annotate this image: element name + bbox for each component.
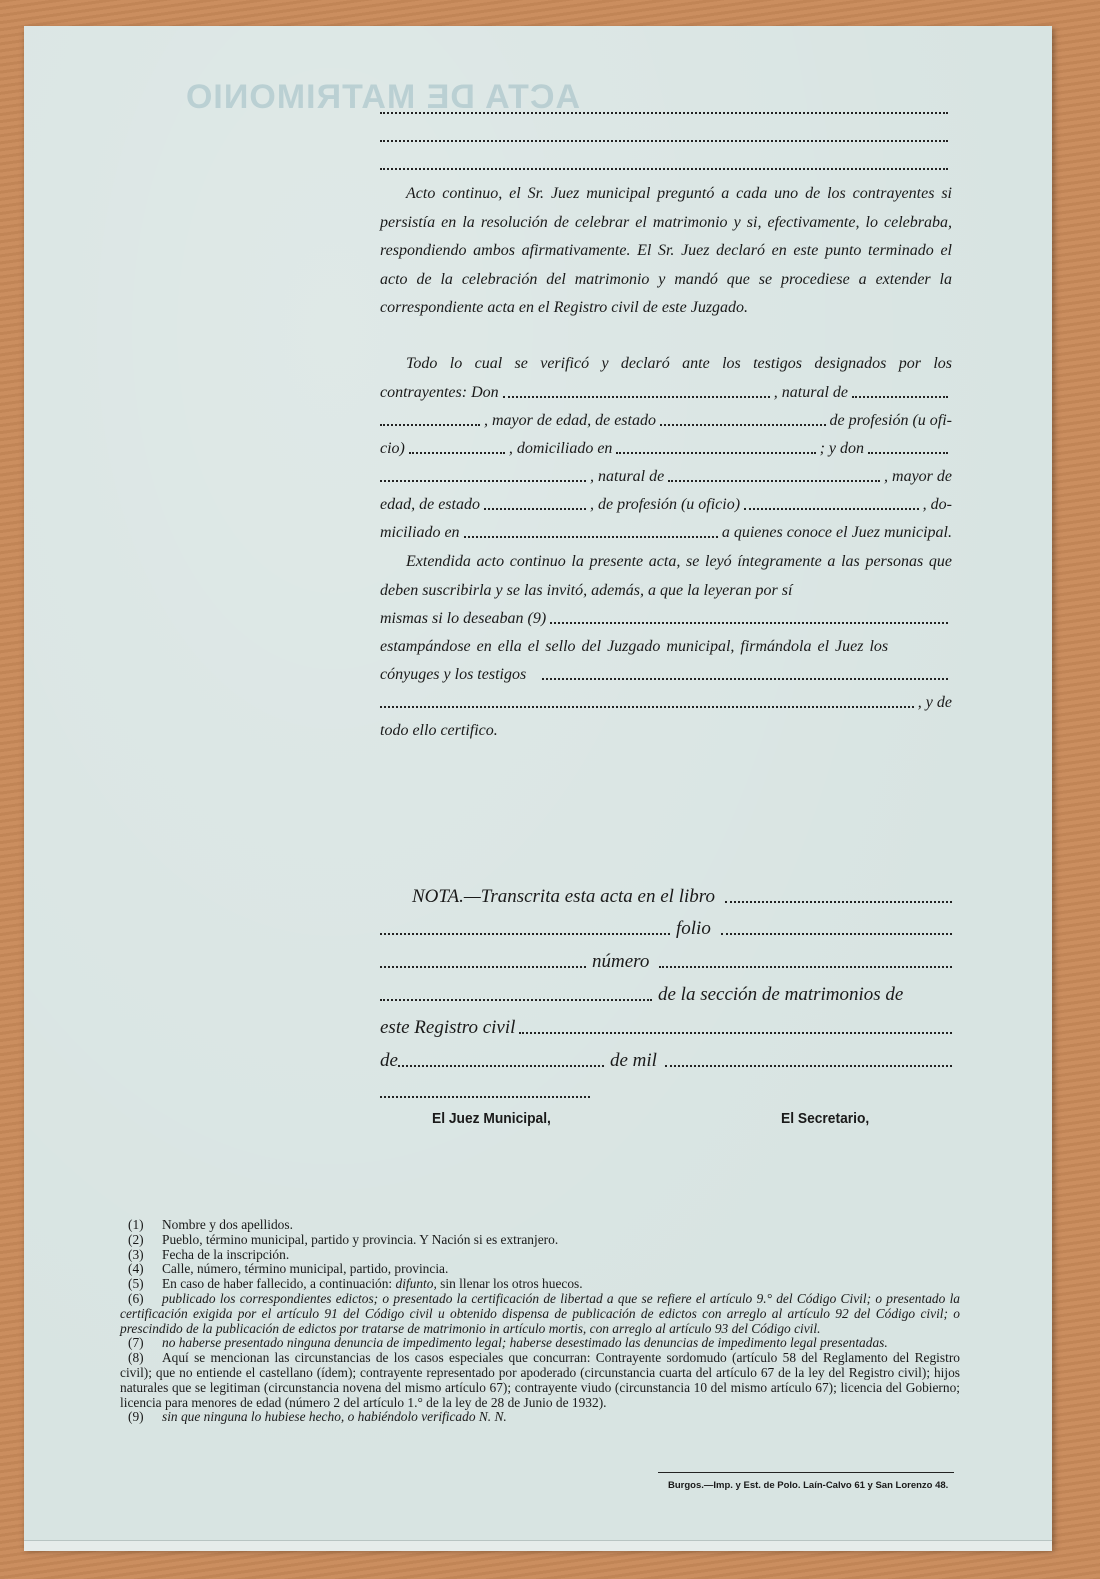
folio-field[interactable] — [721, 933, 952, 935]
blank-field[interactable] — [380, 480, 586, 482]
footnote: (2) Pueblo, término municipal, partido y provincia. Y Nación si es extranjero. — [128, 1231, 559, 1247]
blank-field[interactable] — [484, 508, 586, 510]
blank-line — [380, 112, 948, 114]
blank-field[interactable] — [668, 480, 880, 482]
blank-line — [380, 140, 948, 142]
juez-signature-label: El Juez Municipal, — [432, 1110, 551, 1127]
blank-field[interactable] — [380, 424, 480, 426]
registro-label: este Registro civil — [380, 1017, 516, 1038]
show-through-title: ACTA DE MATRIMONIO — [184, 78, 580, 116]
registro-field[interactable] — [519, 1032, 952, 1034]
form-line — [380, 408, 952, 430]
nota-line — [380, 1046, 956, 1072]
blank-field[interactable] — [409, 452, 505, 454]
paragraph-text: Acto continuo, el Sr. Juez municipal preguntó a cada uno de los contrayentes si persistía en la resolución de celebrar el matrimonio y si, efectivamente, lo celebraba, respondiendo ambos afirmativamente. El Sr. Juez declaró en este punto terminado el acto de la celebración del matrimonio y mandó que se procediese a extender la correspondiente acta en el Registro civil de este Juzgado. — [380, 185, 952, 316]
blank-field[interactable] — [616, 452, 815, 454]
footnote: (6) publicado los correspondientes edictos; o presentado la certificación de libertad a que se refiere el artículo 9.° del Código Civil; o presentado la certificación exigida por el artículo 91 del Código civil u obtenido dispensa de publicación de edictos con arreglo al artículo 92 del Código civil; o prescindido de la publicación de edictos por tratarse de matrimonio in artículo mortis, con arreglo al artículo 93 del Código civil. — [120, 1290, 960, 1336]
blank-field[interactable] — [542, 678, 948, 680]
blank-field[interactable] — [380, 933, 670, 935]
label: contrayentes: Don — [380, 384, 499, 401]
label: , natural de — [773, 384, 848, 401]
label: ; y don — [819, 440, 864, 457]
footnote: (1) Nombre y dos apellidos. — [128, 1217, 293, 1232]
nota-line — [380, 947, 956, 973]
blank-field[interactable] — [868, 452, 948, 454]
book-field[interactable] — [725, 901, 952, 903]
paragraph-witnesses — [380, 350, 952, 379]
label: de profesión (u ofi- — [829, 412, 952, 429]
form-line — [380, 436, 952, 458]
footnote: (5) En caso de haber fallecido, a continuación: difunto, sin llenar los otros huecos. — [128, 1276, 583, 1292]
footnote: (9) sin que ninguna lo hubiese hecho, o habiéndolo verificado N. N. — [128, 1409, 507, 1425]
form-line — [380, 634, 952, 656]
form-line — [380, 606, 952, 628]
form-line — [380, 492, 952, 514]
form-line — [380, 464, 952, 486]
paragraph-celebration — [380, 180, 952, 323]
paragraph-text: Extendida acto continuo la presente acta, se leyó íntegramente a las personas que deben suscribirla y se las invitó, además, a que la leyeran por sí — [380, 553, 952, 599]
label: , mayor de — [884, 468, 952, 485]
label: todo ello certifico. — [380, 722, 498, 739]
blank-field[interactable] — [744, 508, 919, 510]
blank-field[interactable] — [503, 396, 770, 398]
blank-field[interactable] — [550, 622, 948, 624]
label: cónyuges y los testigos — [380, 666, 527, 683]
form-line — [380, 380, 952, 402]
printer-imprint: Burgos.—Imp. y Est. de Polo. Laín-Calvo 61 y San Lorenzo 48. — [668, 1480, 949, 1491]
form-line — [380, 690, 952, 712]
nota-label: NOTA.—Transcrita esta acta en el libro — [412, 886, 715, 907]
label: mismas si lo deseaban (9) — [380, 610, 547, 627]
sheet-edge — [24, 1540, 1052, 1551]
footnote: (4) Calle, número, término municipal, partido, provincia. — [128, 1261, 449, 1277]
de-mil-label: de mil — [609, 1050, 657, 1071]
nota-line — [380, 914, 956, 940]
form-line — [380, 520, 952, 542]
label: estampándose en ella el sello del Juzgado municipal, firmándola el Juez los — [380, 638, 889, 655]
label: a quienes conoce el Juez municipal. — [721, 524, 952, 541]
paragraph-text: Todo lo cual se verificó y declaró ante los testigos designados por los — [406, 355, 952, 372]
numero-field[interactable] — [659, 966, 952, 968]
blank-line — [380, 168, 948, 170]
nota-line — [380, 882, 956, 908]
label: edad, de estado — [380, 496, 480, 513]
label: , do- — [922, 496, 952, 513]
printer-rule — [658, 1472, 954, 1473]
secretario-signature-label: El Secretario, — [781, 1110, 870, 1127]
footnote: (8) Aquí se mencionan las circunstancias de los casos especiales que concurran: Contrayente sordomudo (artículo 58 del Reglamento del Registro civil); que no entiende el castellano (ídem); contrayente representado por apoderado (circunstancia cuarta del artículo 67 de la ley del Registro civil); hijos naturales que se legitiman (circunstancia novena del mismo artículo 67); contrayente viudo (circunstancia 10 del mismo artículo 67); licencia del Gobierno; licencia para menores de edad (número 2 del artículo 1.° de la ley de 28 de Junio de 1932). — [120, 1350, 960, 1410]
numero-label: número — [592, 951, 650, 972]
label: cio) — [380, 440, 405, 457]
blank-field[interactable] — [464, 536, 718, 538]
footnotes — [120, 1218, 960, 1425]
blank-field[interactable] — [380, 706, 914, 708]
form-line — [380, 662, 952, 684]
label: , domiciliado en — [508, 440, 613, 457]
nota-line — [380, 1013, 956, 1039]
blank-field[interactable] — [380, 999, 652, 1001]
label: , mayor de edad, de estado — [484, 412, 656, 429]
year-field[interactable] — [665, 1065, 952, 1067]
label: , natural de — [590, 468, 665, 485]
form-line — [380, 718, 952, 740]
blank-line — [380, 1096, 590, 1098]
folio-label: folio — [676, 918, 711, 939]
seccion-label: de la sección de matrimonios de — [658, 984, 904, 1005]
blank-field[interactable] — [852, 396, 948, 398]
label: , de profesión (u oficio) — [589, 496, 741, 513]
blank-field[interactable] — [660, 424, 826, 426]
blank-field[interactable] — [380, 966, 586, 968]
footnote: (7) no haberse presentado ninguna denuncia de impedimento legal; haberse desestimado las denuncias de impedimento legal presentadas. — [128, 1335, 888, 1351]
paragraph-reading — [380, 548, 952, 605]
de-label: de — [380, 1050, 398, 1071]
footnote: (3) Fecha de la inscripción. — [128, 1246, 290, 1262]
label: miciliado en — [380, 524, 460, 541]
label: , y de — [917, 694, 952, 711]
day-field[interactable] — [398, 1065, 604, 1067]
nota-line — [380, 980, 956, 1006]
